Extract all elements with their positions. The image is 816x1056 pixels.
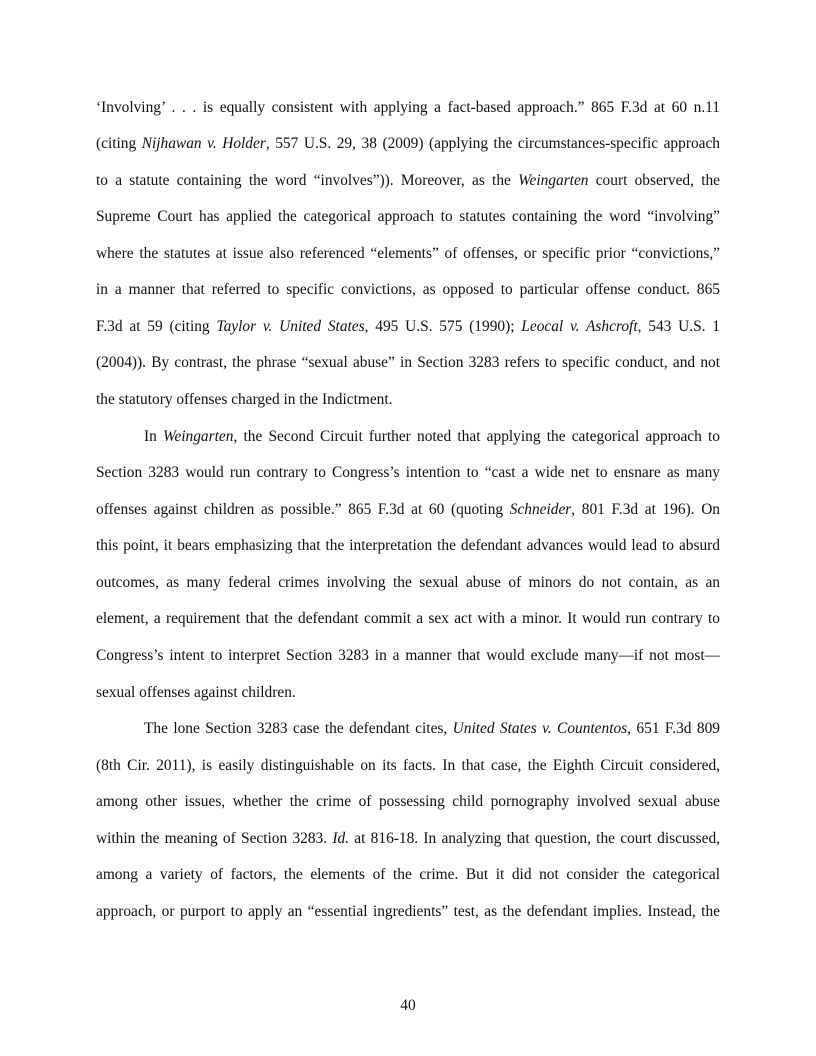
body-line: where the statutes at issue also referenced “elements” of offenses, or specific prior “convictions,” — [96, 245, 720, 262]
body-line: approach, or purport to apply an “essential ingredients” test, as the defendant implies. Instead, the — [96, 903, 720, 920]
case-citation: Weingarten — [163, 428, 234, 445]
body-line: within the meaning of Section 3283. Id. at 816-18. In analyzing that question, the court discussed, — [96, 830, 720, 847]
case-citation: Weingarten — [518, 172, 589, 189]
case-citation: Id. — [332, 830, 350, 847]
body-line: among other issues, whether the crime of possessing child pornography involved sexual abuse — [96, 793, 720, 810]
body-line: (2004)). By contrast, the phrase “sexual abuse” in Section 3283 refers to specific conduct, and not — [96, 354, 720, 371]
body-line: F.3d at 59 (citing Taylor v. United States, 495 U.S. 575 (1990); Leocal v. Ashcroft, 543 U.S. 1 — [96, 318, 721, 335]
body-line: offenses against children as possible.” 865 F.3d at 60 (quoting Schneider, 801 F.3d at 196). On — [96, 501, 721, 518]
case-citation: United States v. Countentos — [452, 720, 628, 737]
case-citation: Taylor v. United States — [216, 318, 365, 335]
case-citation: Nijhawan v. Holder — [141, 135, 266, 152]
body-line: in a manner that referred to specific convictions, as opposed to particular offense conduct. 865 — [96, 281, 720, 298]
body-line: Congress’s intent to interpret Section 3283 in a manner that would exclude many—if not most— — [96, 647, 720, 664]
body-line: among a variety of factors, the elements of the crime. But it did not consider the categorical — [96, 866, 720, 883]
body-line: (citing Nijhawan v. Holder, 557 U.S. 29, 38 (2009) (applying the circumstances-specific approach — [96, 135, 720, 152]
body-line: (8th Cir. 2011), is easily distinguishable on its facts. In that case, the Eighth Circuit considered, — [96, 757, 720, 774]
paragraph-end-line: sexual offenses against children. — [96, 684, 296, 701]
paragraph-first-line: The lone Section 3283 case the defendant cites, United States v. Countentos, 651 F.3d 809 — [144, 720, 720, 737]
paragraph-first-line: In Weingarten, the Second Circuit further noted that applying the categorical approach to — [144, 428, 720, 445]
body-line: element, a requirement that the defendant commit a sex act with a minor. It would run contrary to — [96, 610, 720, 627]
body-line: outcomes, as many federal crimes involving the sexual abuse of minors do not contain, as an — [96, 574, 720, 591]
page-number: 40 — [400, 997, 416, 1014]
body-line: Section 3283 would run contrary to Congress’s intention to “cast a wide net to ensnare as many — [96, 464, 720, 481]
body-line: Supreme Court has applied the categorical approach to statutes containing the word “involving” — [96, 208, 720, 225]
body-line: ‘Involving’ . . . is equally consistent with applying a fact-based approach.” 865 F.3d at 60 n.11 — [96, 99, 720, 116]
case-citation: Leocal v. Ashcroft — [521, 318, 638, 335]
body-line: this point, it bears emphasizing that the interpretation the defendant advances would lead to absurd — [96, 537, 720, 554]
case-citation: Schneider — [509, 501, 572, 518]
paragraph-end-line: the statutory offenses charged in the Indictment. — [96, 391, 393, 408]
body-line: to a statute containing the word “involves”)). Moreover, as the Weingarten court observed, the — [96, 172, 721, 189]
